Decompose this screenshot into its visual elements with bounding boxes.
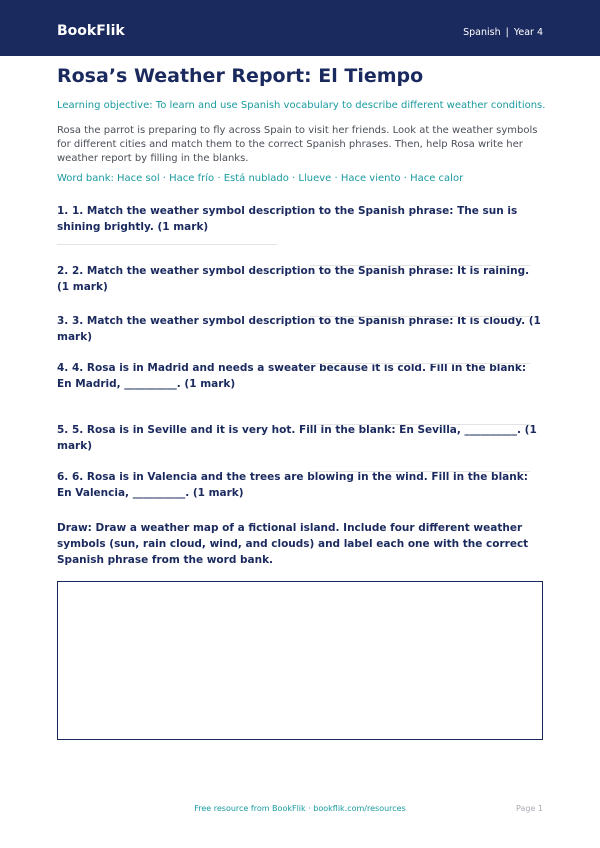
question-4: 4. 4. Rosa is in Madrid and needs a sweater because it is cold. Fill in the blank: En Madrid, __________. (1 mark)	[57, 362, 527, 390]
drawing-area[interactable]	[57, 581, 543, 740]
header-bar	[0, 0, 600, 56]
answer-line-3	[310, 316, 530, 317]
answer-line-2	[310, 265, 530, 266]
page-number: Page 1	[516, 804, 543, 813]
footer-credit: Free resource from BookFlik · bookflik.com/resources	[194, 804, 406, 813]
question-5: 5. 5. Rosa is in Seville and it is very hot. Fill in the blank: En Sevilla, __________. (1 mark)	[57, 424, 537, 452]
question-1: 1. 1. Match the weather symbol description to the Spanish phrase: The sun is shining brightly. (1 mark)	[57, 205, 518, 233]
answer-line-5	[310, 424, 530, 425]
question-3: 3. 3. Match the weather symbol description to the Spanish phrase: It is cloudy. (1 mark)	[57, 315, 541, 343]
subject-label: Spanish	[463, 27, 501, 38]
worksheet-title: Rosa’s Weather Report: El Tiempo	[57, 65, 424, 87]
learning-objective: Learning objective: To learn and use Spanish vocabulary to describe different weather conditions.	[57, 100, 546, 111]
meta-separator: |	[505, 27, 509, 38]
intro-paragraph: Rosa the parrot is preparing to fly across Spain to visit her friends. Look at the weather symbols for different cities and match them to the correct Spanish phrases. Then, help Rosa write her weather report by filling in the blanks.	[57, 125, 538, 164]
brand-logo: BookFlik	[57, 23, 125, 39]
year-label: Year 4	[513, 27, 543, 38]
answer-line-1	[57, 244, 277, 245]
answer-line-6	[310, 471, 530, 472]
answer-line-4	[310, 363, 530, 364]
word-bank: Word bank: Hace sol · Hace frío · Está nublado · Llueve · Hace viento · Hace calor	[57, 173, 464, 184]
question-2: 2. 2. Match the weather symbol description to the Spanish phrase: It is raining. (1 mark)	[57, 265, 530, 293]
question-6: 6. 6. Rosa is in Valencia and the trees are blowing in the wind. Fill in the blank: En Valencia, __________. (1 mark)	[57, 471, 528, 499]
subject-year-label	[463, 26, 543, 40]
draw-task-instructions: Draw: Draw a weather map of a fictional island. Include four different weather symbols (sun, rain cloud, wind, and clouds) and label each one with the correct Spanish phrase from the word bank.	[57, 522, 529, 566]
